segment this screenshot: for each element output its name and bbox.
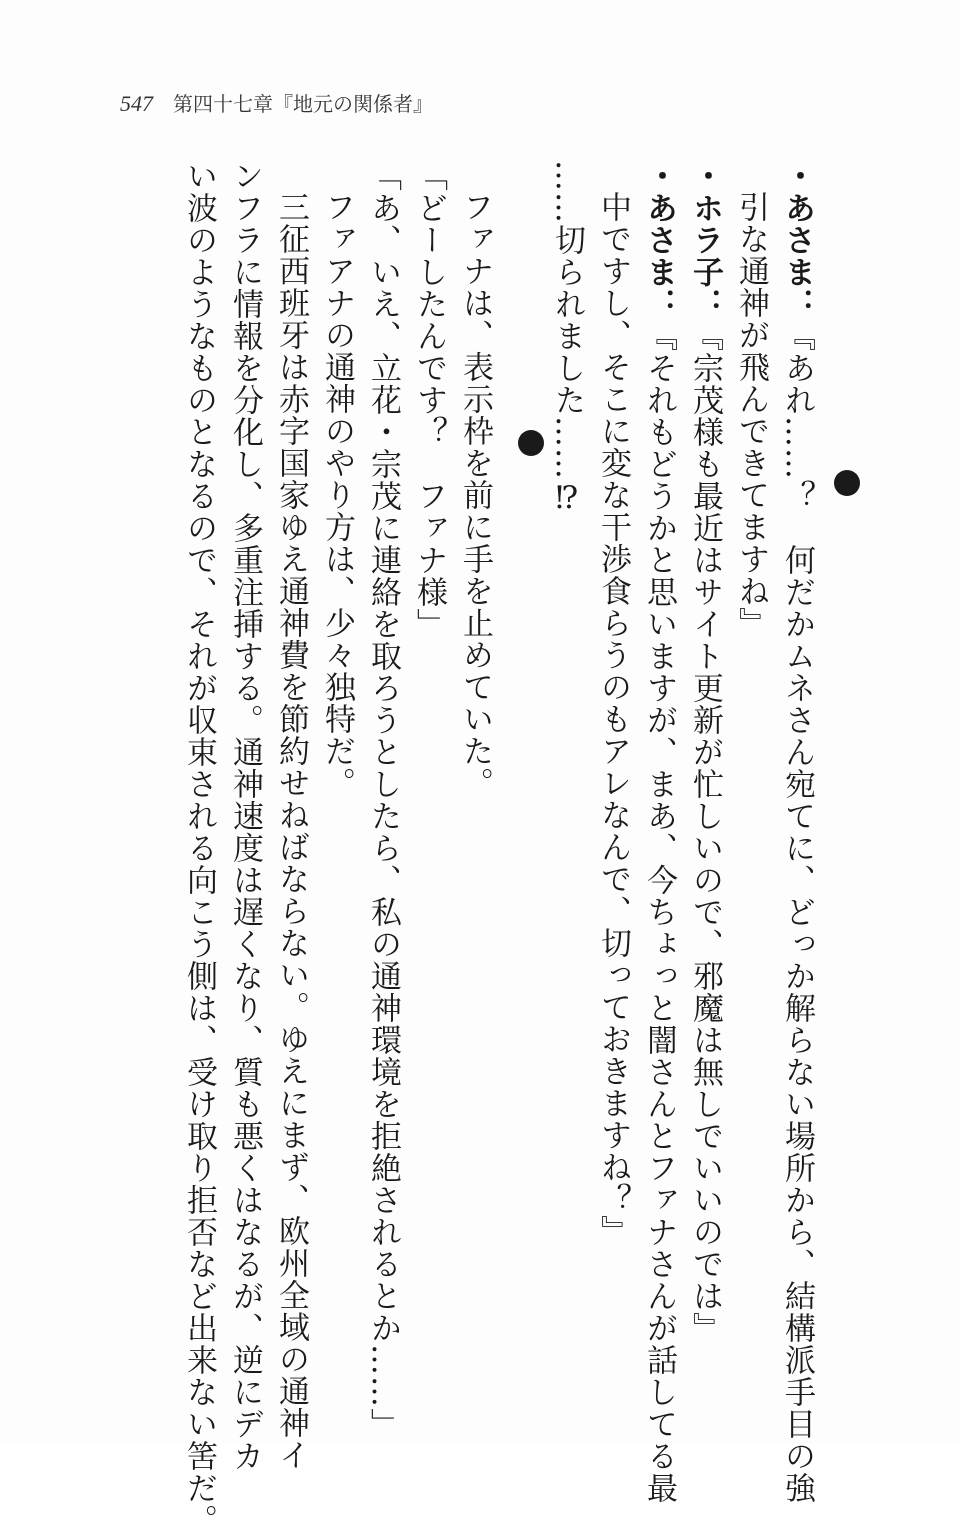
line-text: 「どーしたんです？ ファナ様」 (411, 160, 447, 640)
text-line (774, 160, 820, 1504)
line-text: 『宗茂様も最近はサイト更新が忙しいので、邪魔は無しでいいのでは』 (687, 320, 723, 1344)
line-text: い波のようなものとなるので、それが収束される向こう側は、受け取り拒否など出来ない筈だ。 (181, 160, 217, 1536)
running-header (120, 88, 433, 118)
speaker-label: ・あさま： (779, 160, 815, 320)
chapter-title: 第四十七章『地元の関係者』 (173, 92, 433, 116)
text-line (728, 160, 774, 1380)
line-text: ファアナの通神のやり方は、少々独特だ。 (319, 191, 355, 799)
text-line (268, 160, 314, 1471)
text-line (590, 160, 636, 1380)
line-text: 三征西班牙は赤字国家ゆえ通神費を節約せねばならない。ゆえにまず、欧州全域の通神イ (273, 191, 309, 1471)
text-line (682, 160, 728, 1380)
speaker-label: ・ホラ子： (687, 160, 723, 320)
scene-break-dot (834, 470, 860, 496)
line-text: 「あ、いえ、立花・宗茂に連絡を取ろうとしたら、私の通神環境を拒絶されるとか……」 (365, 160, 401, 1440)
line-text: 『あれ……？ 何だかムネさん宛てに、どっか解らない場所から、結構派手目の強 (779, 320, 815, 1504)
text-line (544, 160, 590, 1380)
text-line (636, 160, 682, 1504)
line-text: ファナは、表示枠を前に手を止めていた。 (457, 191, 493, 799)
speaker-label: ・あさま： (641, 160, 677, 320)
text-line (176, 160, 222, 1536)
page-number: 547 (120, 91, 153, 116)
text-line (314, 160, 360, 1380)
line-text: ンフラに情報を分化し、多重注挿する。通神速度は遅くなり、質も悪くはなるが、逆にデカ (227, 160, 263, 1472)
line-text: ……切られました……⁉ (549, 160, 585, 517)
text-line (452, 160, 498, 1380)
vertical-text-body (100, 160, 820, 1536)
text-line (360, 160, 406, 1440)
line-text: 『それもどうかと思いますが、まあ、今ちょっと闇さんとファナさんが話してる最 (641, 320, 677, 1504)
text-line (222, 160, 268, 1472)
text-line (406, 160, 452, 1380)
line-text: 引な通神が飛んできてますね』 (733, 191, 769, 639)
line-text: 中ですし、そこに変な干渉食らうのもアレなんで、切っておきますね？』 (595, 191, 631, 1247)
